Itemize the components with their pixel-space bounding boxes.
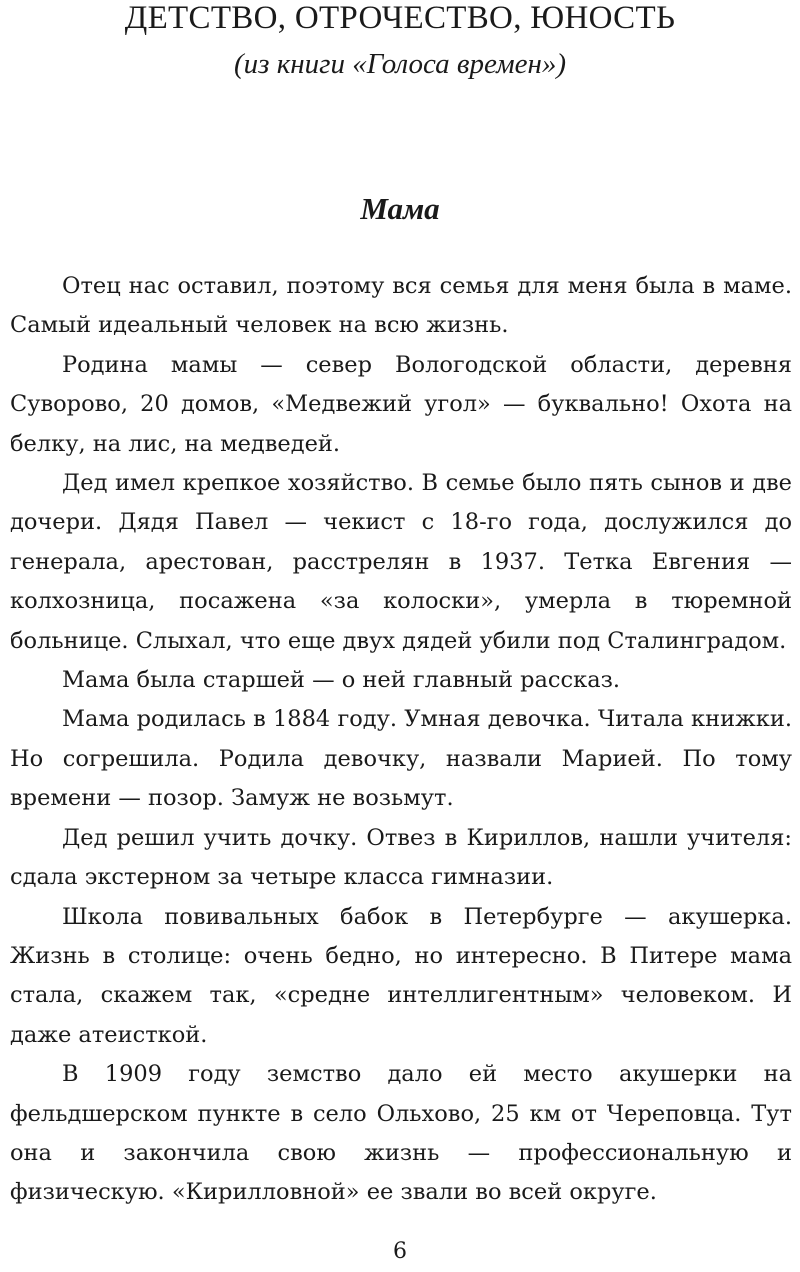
chapter-title: ДЕТСТВО, ОТРОЧЕСТВО, ЮНОСТЬ [124,0,676,36]
paragraph: Мама родилась в 1884 году. Умная девочка. Читала книжки. Но согрешила. Родила девочку, назвали Марией. По тому времени — позор. Замуж не возьмут. [10,706,792,812]
chapter-subtitle: (из книги «Голоса времен») [233,48,567,80]
page-number: 6 [393,1239,407,1264]
section-title: Мама [360,191,440,226]
paragraph: В 1909 году земство дало ей место акушерки на фельдшерском пункте в село Ольхово, 25 км от Череповца. Тут она и закончила свою жизнь — профессиональную и физическую. «Кирилловной» ее звали во всей округе. [10,1061,792,1206]
body-text [10,267,792,1213]
paragraph: Дед имел крепкое хозяйство. В семье было пять сынов и две дочери. Дядя Павел — чекист с 18-го года, дослужился до генерала, арестован, расстрелян в 1937. Тетка Евгения — колхозница, посажена «за колоски», умерла в тюремной больнице. Слыхал, что еще двух дядей убили под Сталинградом. [10,470,792,654]
paragraph: Дед решил учить дочку. Отвез в Кириллов, нашли учителя: сдала экстерном за четыре класса гимназии. [10,824,792,891]
paragraph: Школа повивальных бабок в Петербурге — акушерка. Жизнь в столице: очень бедно, но интересно. В Питере мама стала, скажем так, «средне интеллигентным» человеком. И даже атеисткой. [10,903,792,1048]
paragraph: Мама была старшей — о ней главный рассказ. [62,667,621,694]
paragraph: Отец нас оставил, поэтому вся семья для меня была в маме. Самый идеальный человек на всю жизнь. [10,273,792,339]
paragraph: Родина мамы — север Вологодской области, деревня Суворово, 20 домов, «Медвежий угол» — буквально! Охота на белку, на лис, на медведей. [10,351,792,457]
